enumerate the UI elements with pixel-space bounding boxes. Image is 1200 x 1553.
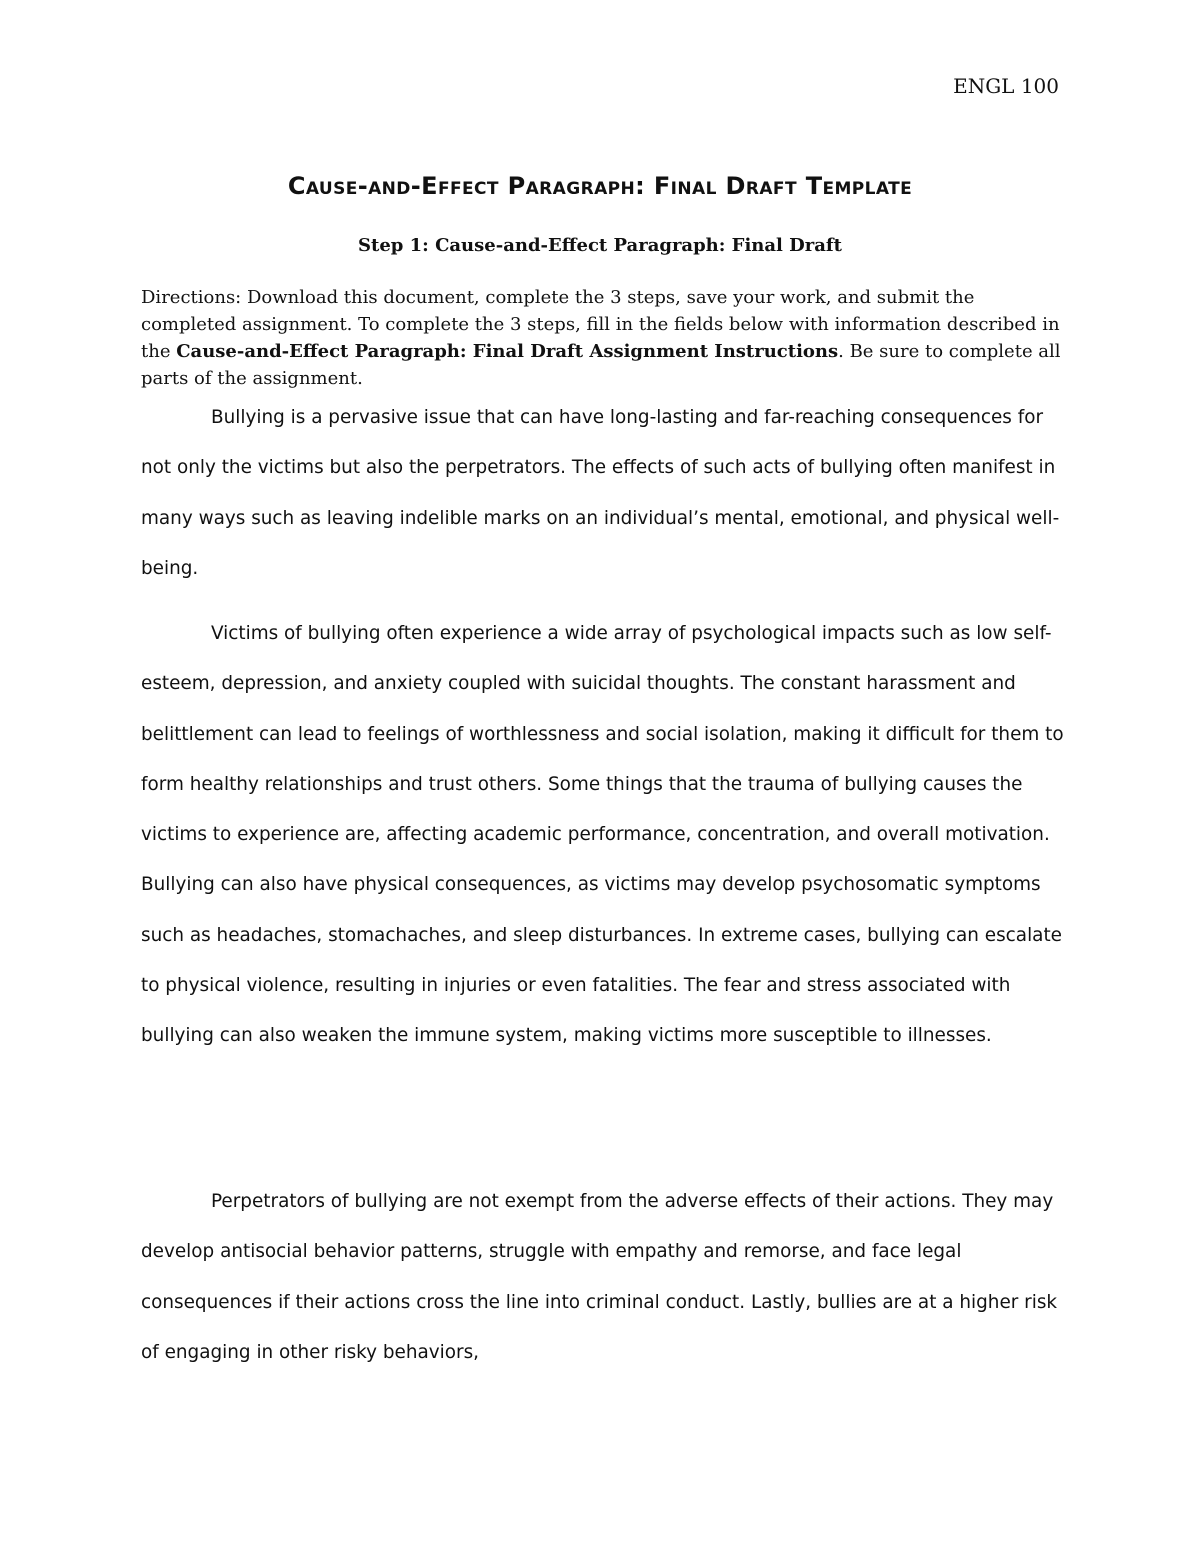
directions-text-after: . Be sure to complete all parts of the assignment. <box>141 341 1061 389</box>
body-paragraph-perpetrators: Perpetrators of bullying are not exempt from the adverse effects of their actions. They may develop antisocial behavior patterns, struggle with empathy and remorse, and face legal consequences if their actions cross the line into criminal conduct. Lastly, bullies are at a higher risk of engaging in other risky behaviors, <box>141 1191 1058 1363</box>
course-code-header: ENGL 100 <box>953 74 1059 98</box>
body-paragraph-introduction: Bullying is a pervasive issue that can have long-lasting and far-reaching consequences for not only the victims but also the perpetrators. The effects of such acts of bullying often manifest in many ways such as leaving indelible marks on an individual’s mental, emotional, and physical well-being. <box>141 407 1060 579</box>
directions-paragraph <box>141 284 1061 392</box>
step-heading: Step 1: Cause-and-Effect Paragraph: Final Draft <box>358 235 842 256</box>
body-paragraph-victims: Victims of bullying often experience a wide array of psychological impacts such as low self-esteem, depression, and anxiety coupled with suicidal thoughts. The constant harassment and belittlement can lead to feelings of worthlessness and social isolation, making it difficult for them to form healthy relationships and trust others. Some things that the trauma of bullying causes the victims to experience are, affecting academic performance, concentration, and overall motivation. Bullying can also have physical consequences, as victims may develop psychosomatic symptoms such as headaches, stomachaches, and sleep disturbances. In extreme cases, bullying can escalate to physical violence, resulting in injuries or even fatalities. The fear and stress associated with bullying can also weaken the immune system, making victims more susceptible to illnesses. <box>141 623 1064 1047</box>
document-title: Cause-and-Effect Paragraph: Final Draft Template <box>287 172 913 200</box>
directions-text-before: Directions: Download this document, complete the 3 steps, save your work, and submit the completed assignment. To complete the 3 steps, fill in the fields below with information described in the <box>141 287 1060 362</box>
directions-assignment-instructions: Cause-and-Effect Paragraph: Final Draft Assignment Instructions <box>176 341 839 362</box>
